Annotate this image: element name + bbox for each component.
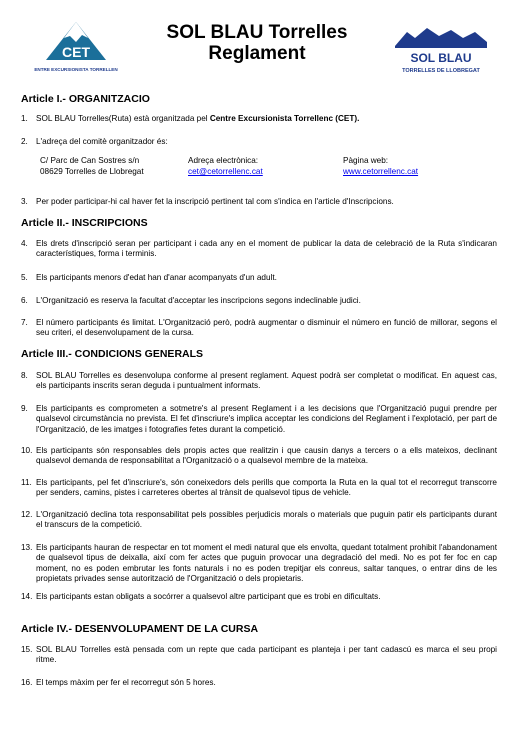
cet-logo-caption: CENTRE EXCURSIONISTA TORRELLENC bbox=[34, 67, 118, 72]
list-item bbox=[21, 318, 497, 339]
list-item bbox=[21, 404, 497, 435]
item-number: 14. bbox=[21, 592, 33, 601]
item-text: El temps màxim per fer el recorregut són 5 hores. bbox=[36, 678, 216, 687]
item-text: El número participants és limitat. L'Organització però, podrà augmentar o disminuir el número en funció de millorar, segons el seu criteri, el desenvolupament de la cursa. bbox=[36, 318, 497, 338]
item-text: L'adreça del comitè organitzador és: bbox=[36, 137, 168, 146]
list-item bbox=[21, 239, 497, 260]
item-bold-text: Centre Excursionista Torrellenc (CET). bbox=[209, 114, 360, 123]
item-text: Els participants estan obligats a socórrer a qualsevol altre participant que es trobi en dificultats. bbox=[36, 592, 381, 601]
title-line-2: Reglament bbox=[208, 43, 306, 64]
section-title-article-3: Article III.- CONDICIONS GENERALS bbox=[21, 348, 204, 360]
item-number: 6. bbox=[21, 296, 28, 305]
item-number: 4. bbox=[21, 239, 28, 248]
cet-logo bbox=[34, 20, 118, 76]
item-text: SOL BLAU Torrelles està pensada com un repte que cada participant es planteja i per tant cadascú es marca el seu propi ritme. bbox=[36, 645, 497, 665]
list-item bbox=[21, 296, 497, 306]
address-line-1: C/ Parc de Can Sostres s/n bbox=[40, 156, 140, 165]
header bbox=[0, 0, 514, 85]
list-item bbox=[21, 543, 497, 585]
item-text: Els participants són responsables dels propis actes que realitzin i que causin danys a tercers o a ells mateixos, declinant qualsevol demanda de responsabilitat a l'Organització o a qualsevol membre de la mateixa. bbox=[36, 446, 497, 466]
item-text: SOL BLAU Torrelles es desenvolupa conforme al present reglament. Aquest podrà ser completat o modificat. En aquest cas, els participants inscrits seran deguda i puntualment informats. bbox=[36, 371, 497, 391]
list-item bbox=[21, 371, 497, 392]
item-number: 13. bbox=[21, 543, 33, 552]
item-number: 5. bbox=[21, 273, 28, 282]
list-item bbox=[21, 446, 497, 467]
sol-blau-logo-caption: TORRELLES DE LLOBREGAT bbox=[402, 68, 480, 74]
item-number: 15. bbox=[21, 645, 33, 654]
item-number: 3. bbox=[21, 197, 28, 206]
section-title-article-4: Article IV.- DESENVOLUPAMENT DE LA CURSA bbox=[21, 623, 259, 635]
item-text: Els drets d'inscripció seran per participant i cada any en el moment de publicar la data de celebració de la Ruta s'indicaran característiques, forma i terminis. bbox=[36, 239, 497, 259]
item-text: Per poder participar-hi cal haver fet la inscripció pertinent tal com s'indica en l'article d'Inscripcions. bbox=[36, 197, 394, 206]
item-number: 9. bbox=[21, 404, 28, 413]
list-item bbox=[21, 478, 497, 499]
list-item bbox=[21, 510, 497, 531]
cet-logo-abbr: CET bbox=[62, 44, 90, 60]
list-item bbox=[21, 645, 497, 666]
item-text: L'Organització es reserva la facultat d'acceptar les inscripcions segons indeclinable judici. bbox=[36, 296, 361, 305]
email-link[interactable]: cet@cetorrellenc.cat bbox=[188, 167, 263, 176]
email-label: Adreça electrònica: bbox=[188, 156, 259, 165]
web-link[interactable]: www.cetorrellenc.cat bbox=[343, 167, 419, 176]
address-line-2: 08629 Torrelles de Llobregat bbox=[40, 167, 144, 176]
document-title bbox=[150, 22, 364, 64]
item-text: Els participants es comprometen a sotmetre's al present Reglament i a les decisions que l'Organització pugui prendre per qualsevol circumstància no prevista. El fet d'inscriure's implica acceptar les condicions del Reglament i l'explotació, per part de l'Organització, de les imatges i fotografies fetes durant la competició. bbox=[36, 404, 497, 434]
item-text: L'Organització declina tota responsabilitat pels possibles perjudicis morals o materials que puguin patir els participants durant el transcurs de la competició. bbox=[36, 510, 497, 530]
list-item bbox=[21, 273, 497, 283]
item-number: 1. bbox=[21, 114, 28, 123]
list-item bbox=[21, 678, 497, 688]
item-text: Els participants, pel fet d'inscriure's, són coneixedors dels perills que comporta la Ruta en la qual tot el recorregut transcorre per senders, camins, pistes i carreteres obertes al trànsit de qualsevol tipus de vehicle. bbox=[36, 478, 497, 498]
item-text: Els participants hauran de respectar en tot moment el medi natural que els envolta, quedant totalment prohibit l'abandonament de qualsevol tipus de deixalla, així com fer actes que puguin provocar una degradació del medi. No es pot fer foc en cap moment, no es poden embrutar les fonts naturals i no es poden trepitjar els conreus, saltar tanques, o entrar dins de les propietats privades sense autorització de l'Organització o dels propietaris. bbox=[36, 543, 497, 584]
item-number: 8. bbox=[21, 371, 28, 380]
list-item bbox=[21, 114, 497, 124]
title-line-1: SOL BLAU Torrelles bbox=[166, 22, 348, 43]
item-text: SOL BLAU Torrelles(Ruta) està organitzada pel bbox=[36, 114, 210, 123]
section-title-article-2: Article II.- INSCRIPCIONS bbox=[21, 217, 148, 229]
item-number: 10. bbox=[21, 446, 33, 455]
list-item bbox=[21, 197, 497, 207]
item-number: 11. bbox=[21, 478, 32, 487]
sol-blau-logo-name: SOL BLAU bbox=[410, 51, 472, 65]
item-number: 7. bbox=[21, 318, 28, 327]
section-title-article-1: Article I.- ORGANITZACIO bbox=[21, 93, 150, 105]
list-item bbox=[21, 137, 497, 147]
item-text: Els participants menors d'edat han d'anar acompanyats d'un adult. bbox=[36, 273, 277, 282]
list-item bbox=[21, 592, 497, 602]
sol-blau-logo bbox=[393, 26, 489, 78]
item-number: 12. bbox=[21, 510, 33, 519]
item-number: 16. bbox=[21, 678, 33, 687]
web-label: Pàgina web: bbox=[343, 156, 389, 165]
item-number: 2. bbox=[21, 137, 28, 146]
